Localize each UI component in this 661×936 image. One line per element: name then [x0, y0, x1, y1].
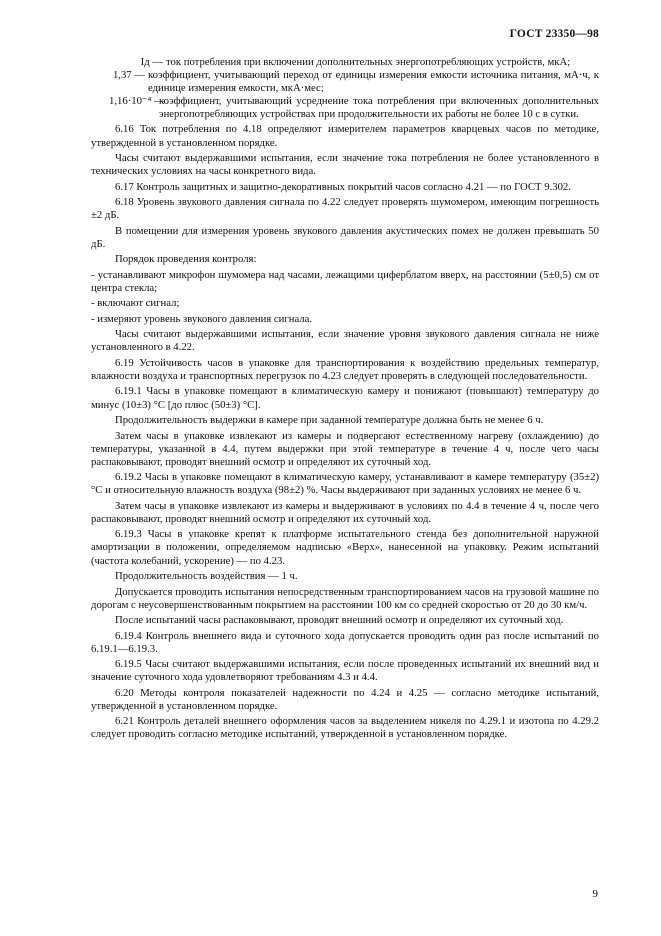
paragraph: Часы считают выдержавшими испытания, если значение тока потребления не более установленного в технических условиях на часы конкретного вида.: [91, 152, 599, 178]
paragraph: 6.18 Уровень звукового давления сигнала по 4.22 следует проверять шумомером, имеющим погрешность ±2 дБ.: [91, 196, 599, 222]
definition-text: ток потребления при включении дополнительных энергопотребляющих устройств, мкА;: [166, 56, 571, 68]
paragraph: Продолжительность выдержки в камере при заданной температуре должна быть не менее 6 ч.: [115, 414, 544, 427]
paragraph: Порядок проведения контроля:: [115, 253, 257, 266]
paragraph: 6.19.1 Часы в упаковке помещают в климатическую камеру и понижают (повышают) температуру до минус (10±3) °С [до плюс (50±3) °С].: [91, 385, 599, 411]
definition-symbol: 1,37 —: [112, 69, 145, 82]
definition-item: [127, 56, 599, 69]
paragraph: В помещении для измерения уровень звукового давления акустических помех не должен превышать 50 дБ.: [91, 224, 599, 250]
paragraph: 6.19.2 Часы в упаковке помещают в климатическую камеру, устанавливают в камере температуру (35±2) °С и относительную влажность воздуха (98±2) %. Часы выдерживают при заданных условиях не менее 6 ч.: [91, 471, 599, 497]
paragraph: Затем часы в упаковке извлекают из камеры и выдерживают в условиях по 4.4 в течение 4 ч, после чего распаковывают, проводят внешний осмотр и определяют их суточный ход.: [91, 499, 599, 525]
paragraph: Часы считают выдержавшими испытания, если значение уровня звукового давления сигнала не ниже установленного в 4.22.: [91, 328, 599, 354]
list-item: - включают сигнал;: [91, 297, 180, 310]
paragraph: Затем часы в упаковке извлекают из камеры и подвергают естественному нагреву (охлаждению) до температуры, указанной в 4.4, путем выдержки при этой температуре в течение 4 ч, после чего часы распаковывают, проводят внешний осмотр и определяют их суточный ход.: [91, 429, 599, 468]
paragraph: После испытаний часы распаковывают, проводят внешний осмотр и определяют их суточный ход.: [115, 614, 564, 627]
definition-symbol: 1,16·10⁻⁴ —: [109, 95, 165, 108]
list-item: - устанавливают микрофон шумомера над часами, лежащими циферблатом вверх, на расстоянии (5±0,5) см от центра стекла;: [91, 268, 599, 294]
paragraph: 6.21 Контроль деталей внешнего оформления часов за выделением никеля по 4.29.1 и изотопа по 4.29.2 следует проводить согласно методике испытаний, утвержденной в установленном порядке.: [91, 715, 599, 741]
paragraph: 6.19.3 Часы в упаковке крепят к платформе испытательного стенда без дополнительной наружной амортизации в положении, определяемом надписью «Верх», нанесенной на упаковку. Режим испытаний (частота колебаний, ускорение) — по 4.23.: [91, 528, 599, 567]
definition-item: [109, 69, 599, 95]
paragraph: Допускается проводить испытания непосредственным транспортированием часов на грузовой машине по дорогам с неусовершенствованным покрытием на расстоянии 100 км со средней скоростью от 20 до 30 км/ч.: [91, 585, 599, 611]
list-item: - измеряют уровень звукового давления сигнала.: [91, 312, 313, 325]
definition-text: коэффициент, учитывающий переход от единицы измерения емкости источника питания, мА·ч, к единице измерения емкости, мкА·мес;: [148, 69, 599, 95]
definition-item: [109, 95, 599, 121]
definition-symbol: Iд —: [140, 56, 163, 68]
paragraph: Продолжительность воздействия — 1 ч.: [115, 570, 298, 583]
paragraph: 6.20 Методы контроля показателей надежности по 4.24 и 4.25 — согласно методике испытаний, утвержденной в установленном порядке.: [91, 686, 599, 712]
paragraph: 6.19.5 Часы считают выдержавшими испытания, если после проведенных испытаний их внешний вид и значение суточного хода удовлетворяют требованиям 4.3 и 4.4.: [91, 658, 599, 684]
paragraph: 6.19.4 Контроль внешнего вида и суточного хода допускается проводить один раз после испытаний по 6.19.1—6.19.3.: [91, 629, 599, 655]
page-body: [91, 56, 599, 744]
paragraph: 6.17 Контроль защитных и защитно-декоративных покрытий часов согласно 4.21 — по ГОСТ 9.302.: [115, 180, 571, 193]
paragraph: 6.16 Ток потребления по 4.18 определяют измерителем параметров кварцевых часов по методике, утвержденной в установленном порядке.: [91, 123, 599, 149]
document-header: ГОСТ 23350—98: [509, 28, 599, 40]
paragraph: 6.19 Устойчивость часов в упаковке для транспортирования к воздействию предельных температур, влажности воздуха и транспортных перегрузок по 4.23 следует проверять в следующей последовательности.: [91, 356, 599, 382]
formula-definitions: [109, 56, 599, 121]
definition-text: коэффициент, учитывающий усреднение тока потребления при включенных дополнительных энергопотребляющих устройствах при продолжительности их работы не более 10 с в сутки.: [159, 95, 599, 121]
page-number: 9: [592, 888, 598, 900]
